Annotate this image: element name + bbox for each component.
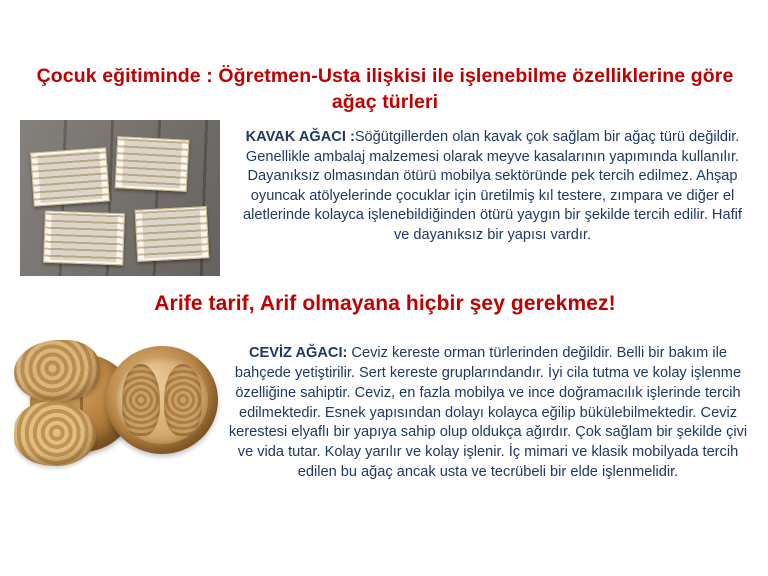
page-title: Çocuk eğitiminde : Öğretmen-Usta ilişkisi ile işlenebilme özelliklerine göre ağaç türleri	[36, 65, 734, 113]
crate-item	[30, 147, 110, 206]
crate-item	[43, 211, 125, 266]
paragraph-poplar-lead: KAVAK AĞACI :	[245, 129, 355, 145]
crate-item	[135, 206, 210, 262]
walnut-half	[106, 346, 218, 454]
walnut-image	[14, 340, 224, 544]
crate-item	[115, 136, 190, 192]
paragraph-walnut-lead: CEVİZ AĞACI:	[249, 345, 348, 361]
walnut-kernel-inside	[116, 356, 208, 444]
paragraph-walnut	[228, 344, 748, 483]
wooden-crates-image	[20, 120, 220, 276]
paragraph-poplar-body: Söğütgillerden olan kavak çok sağlam bir ağaç türü değildir. Genellikle ambalaj malzemesi olarak meyve kasalarının yapımında kullanılır. Dayanıksız olmasından ötürü mobilya sektöründe pek tercih edilmez. Ahşap oyuncak atölyelerinde çocuklar için üretilmiş kıl testere, zımpara ve diğer el aletlerinde kolayca işlenebildiğinden ötürü yaygın bir şekilde tercih edilir. Hafif ve dayanıksız bir yapısı vardır.	[243, 129, 742, 243]
subtitle-proverb: Arife tarif, Arif olmayana hiçbir şey gerekmez!	[154, 292, 616, 315]
paragraph-walnut-body: Ceviz kereste orman türlerinden değildir. Belli bir bakım ile bahçede yetiştirilir. Sert kereste gruplarındandır. İyi cila tutma ve kolay işlenme özelliğine sahiptir. Ceviz, en fazla mobilya ve ince doğramacılık işlerinde tercih edilmektedir. Esnek yapısından dolayı kolayca eğilip bükülebilmektedir. Ceviz kerestesi elyaflı bir yapıya sahip olup oldukça ağırdır. Çok sağlam bir şekilde çivi ve vida tutar. Kolay yarılır ve kolay işlenir. İç mimari ve klasik mobilyada tercih edilen bu ağaç ancak usta ve tecrübeli bir elde işlenmelidir.	[228, 345, 748, 481]
paragraph-poplar	[240, 128, 745, 245]
